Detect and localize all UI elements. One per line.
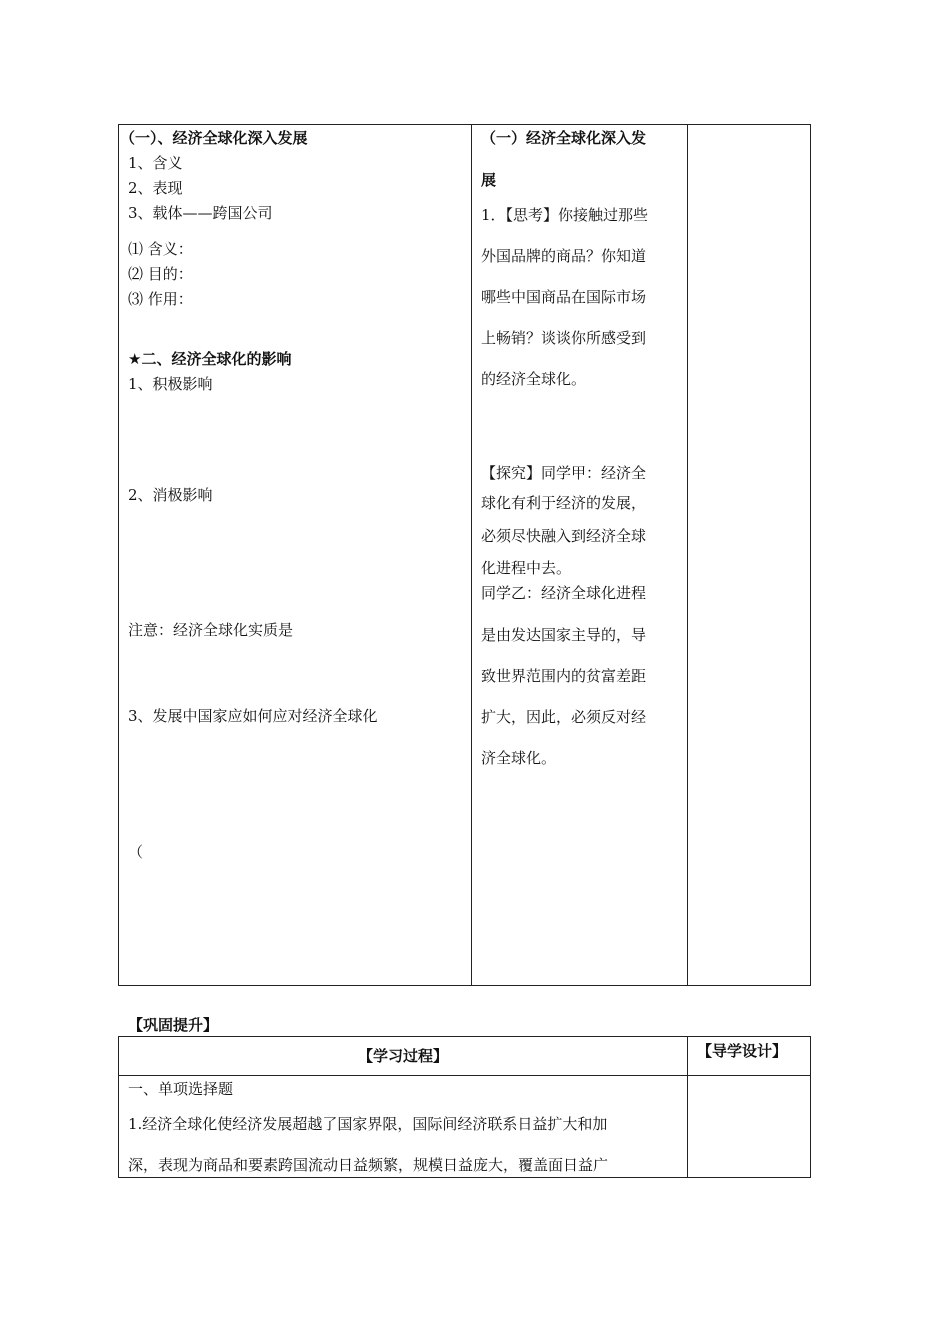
- section1-title: （一）、经济全球化深入发展: [120, 129, 308, 147]
- question-type: 一、单项选择题: [128, 1080, 234, 1098]
- table2-right-border: [810, 1036, 811, 1178]
- question1-line1: 1.经济全球化使经济发展超越了国家界限，国际间经济联系日益扩大和加: [128, 1115, 608, 1133]
- student-b-line-5: 济全球化。: [481, 749, 557, 767]
- guidance-design-header: 【导学设计】: [697, 1042, 788, 1060]
- negative-impact: 2、消极影响: [128, 486, 213, 504]
- learning-process-header: 【学习过程】: [357, 1047, 448, 1065]
- table1-right-border: [810, 124, 811, 986]
- student-b-line-1: 同学乙：经济全球化进程: [481, 584, 647, 602]
- open-paren: （: [128, 843, 144, 861]
- think-line-1: 1．【思考】你接触过那些: [481, 206, 649, 224]
- table2-header-divider: [118, 1075, 811, 1076]
- sub-meaning: ⑴ 含义：: [128, 240, 193, 258]
- think-line-5: 的经济全球化。: [481, 370, 587, 388]
- middle-title-line2: 展: [481, 171, 497, 189]
- sub-purpose: ⑵ 目的：: [128, 265, 193, 283]
- manifestation-item: 2、表现: [128, 179, 183, 197]
- table1-bottom-border: [118, 985, 811, 986]
- table2-column-divider: [687, 1036, 688, 1178]
- explore-line-4: 化进程中去。: [481, 559, 572, 577]
- think-line-2: 外国品牌的商品？你知道: [481, 247, 647, 265]
- middle-title-line1: （一）经济全球化深入发: [481, 129, 647, 147]
- section2-title: ★二、经济全球化的影响: [128, 350, 292, 368]
- response-item: 3、发展中国家应如何应对经济全球化: [128, 707, 378, 725]
- table1-left-border: [118, 124, 119, 986]
- explore-line-2: 球化有利于经济的发展，: [481, 494, 647, 512]
- student-b-line-2: 是由发达国家主导的，导: [481, 626, 647, 644]
- question1-line2: 深，表现为商品和要素跨国流动日益频繁，规模日益庞大，覆盖面日益广: [128, 1156, 609, 1174]
- table1-divider-1: [471, 124, 472, 986]
- meaning-item: 1、含义: [128, 154, 183, 172]
- table1-top-border: [118, 124, 811, 125]
- consolidation-label: 【巩固提升】: [128, 1016, 219, 1034]
- carrier-item: 3、载体——跨国公司: [128, 204, 273, 222]
- student-b-line-4: 扩大，因此，必须反对经: [481, 708, 647, 726]
- sub-function: ⑶ 作用：: [128, 290, 193, 308]
- table2-top-border: [118, 1036, 811, 1037]
- table2-bottom-border: [118, 1177, 811, 1178]
- think-line-3: 哪些中国商品在国际市场: [481, 288, 647, 306]
- explore-line-3: 必须尽快融入到经济全球: [481, 527, 647, 545]
- explore-line-1: 【探究】同学甲：经济全: [481, 464, 647, 482]
- think-line-4: 上畅销？谈谈你所感受到: [481, 329, 647, 347]
- table1-divider-2: [687, 124, 688, 986]
- essence-note: 注意：经济全球化实质是: [128, 621, 294, 639]
- student-b-line-3: 致世界范围内的贫富差距: [481, 667, 647, 685]
- positive-impact: 1、积极影响: [128, 375, 213, 393]
